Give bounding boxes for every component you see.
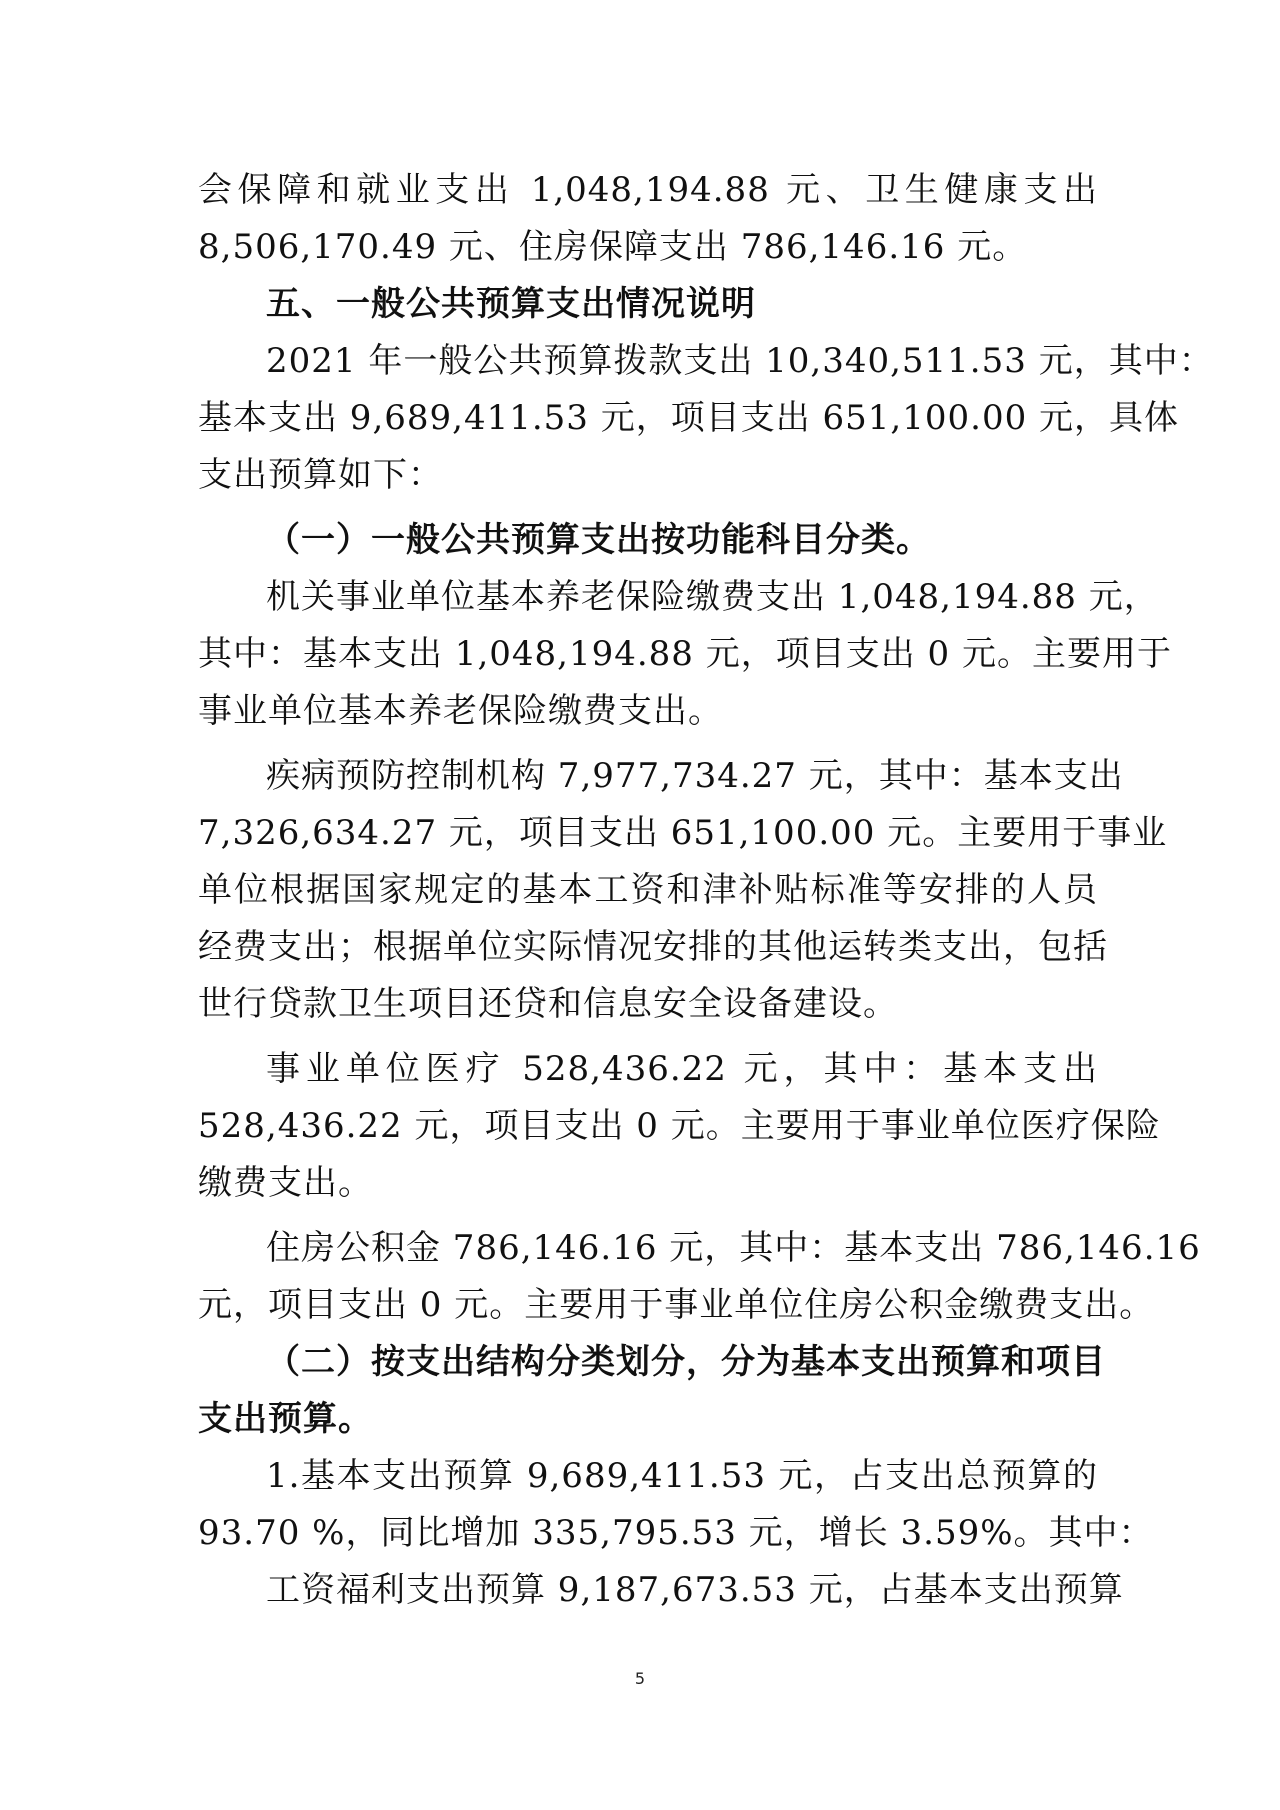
paragraph-line: 住房公积金 786,146.16 元，其中：基本支出 786,146.16 [266,1228,1201,1268]
paragraph-line: 机关事业单位基本养老保险缴费支出 1,048,194.88 元， [266,577,1159,617]
paragraph-line: 工资福利支出预算 9,187,673.53 元，占基本支出预算 [266,1570,1124,1610]
body-text [198,162,1214,1619]
paragraph-line: 事业单位基本养老保险缴费支出。 [198,691,723,731]
paragraph-line: 8,506,170.49 元、住房保障支出 786,146.16 元。 [198,227,1028,267]
paragraph-line: 528,436.22 元，项目支出 0 元。主要用于事业单位医疗保险 [198,1106,1161,1146]
paragraph-line: 元，项目支出 0 元。主要用于事业单位住房公积金缴费支出。 [198,1285,1155,1325]
paragraph-line: 1.基本支出预算 9,689,411.53 元，占支出总预算的 [266,1456,1098,1496]
paragraph-line: 7,326,634.27 元，项目支出 651,100.00 元。主要用于事业 [198,813,1168,853]
paragraph-line: 会保障和就业支出 1,048,194.88 元、卫生健康支出 [198,170,1098,210]
paragraph-line: 经费支出；根据单位实际情况安排的其他运转类支出，包括 [198,927,1108,967]
paragraph-line: 2021 年一般公共预算拨款支出 10,340,511.53 元，其中： [266,341,1214,381]
paragraph-line: 世行贷款卫生项目还贷和信息安全设备建设。 [198,984,898,1024]
subsection-heading: 支出预算。 [198,1399,373,1439]
paragraph-line: 事业单位医疗 528,436.22 元，其中：基本支出 [266,1049,1098,1089]
paragraph-line: 疾病预防控制机构 7,977,734.27 元，其中：基本支出 [266,756,1124,796]
subsection-heading: （一）一般公共预算支出按功能科目分类。 [266,520,931,560]
paragraph-line: 其中：基本支出 1,048,194.88 元，项目支出 0 元。主要用于 [198,634,1172,674]
page-number: 5 [634,1669,646,1688]
paragraph-line: 单位根据国家规定的基本工资和津补贴标准等安排的人员 [198,870,1098,910]
paragraph-line: 93.70 %，同比增加 335,795.53 元，增长 3.59%。其中： [198,1513,1154,1553]
subsection-heading: （二）按支出结构分类划分，分为基本支出预算和项目 [266,1342,1106,1382]
paragraph-line: 支出预算如下： [198,455,443,495]
paragraph-line: 缴费支出。 [198,1163,373,1203]
section-heading: 五、一般公共预算支出情况说明 [266,284,756,324]
paragraph-line: 基本支出 9,689,411.53 元，项目支出 651,100.00 元，具体 [198,398,1180,438]
